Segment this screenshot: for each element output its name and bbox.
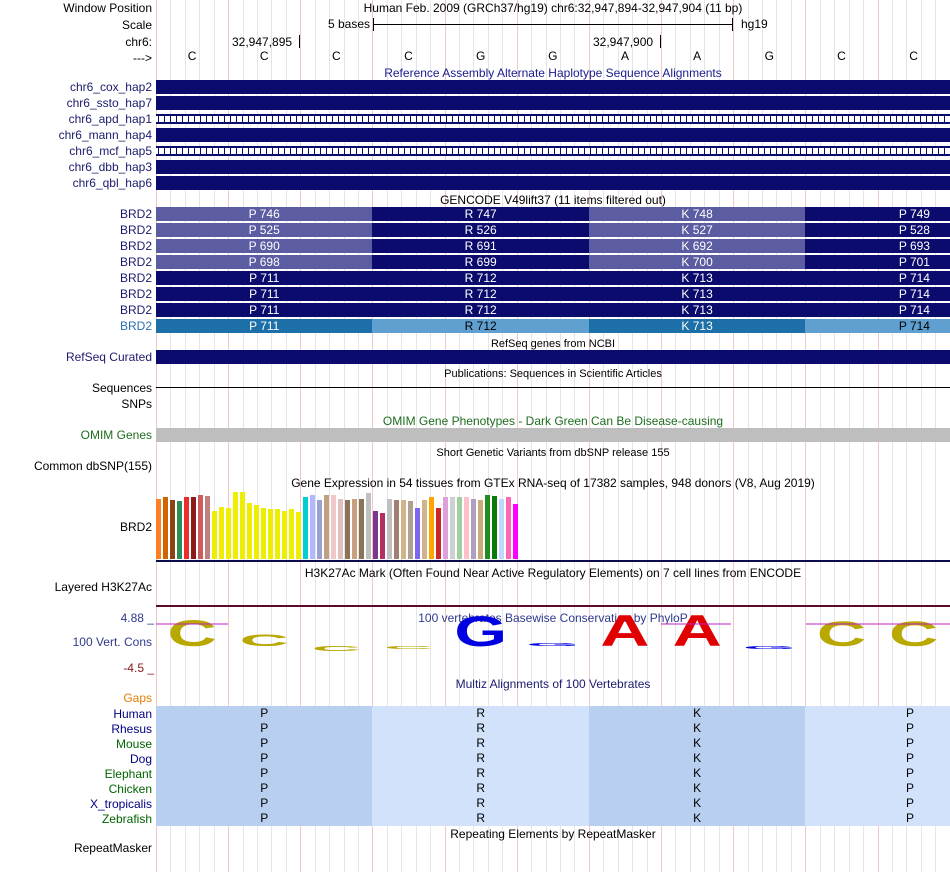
gencode-gene-label[interactable]: BRD2 bbox=[119, 271, 152, 285]
gtex-tissue-bar[interactable] bbox=[394, 500, 399, 559]
position-label-2: 32,947,900 bbox=[593, 35, 654, 49]
alignment-cell[interactable]: R bbox=[372, 736, 588, 751]
gencode-title: GENCODE V49lift37 (11 items filtered out) bbox=[440, 193, 666, 207]
phylop-letter: G bbox=[454, 614, 508, 655]
haplotype-label[interactable]: chr6_cox_hap2 bbox=[69, 80, 152, 94]
codon-cell[interactable]: K 527 bbox=[589, 223, 805, 237]
gtex-tissue-bar[interactable] bbox=[247, 503, 252, 559]
base-sequence bbox=[156, 49, 950, 64]
alignment-cell[interactable]: K bbox=[589, 721, 805, 736]
alignment-cell[interactable]: P bbox=[156, 751, 372, 766]
refseq-title: RefSeq genes from NCBI bbox=[490, 338, 616, 350]
codon-cell[interactable]: R 526 bbox=[372, 223, 588, 237]
dbsnp-title: Short Genetic Variants from dbSNP release 155 bbox=[436, 447, 670, 459]
alignment-cell[interactable]: K bbox=[589, 796, 805, 811]
base-letter: C bbox=[332, 49, 341, 63]
codon-cell[interactable]: P 693 bbox=[805, 239, 950, 253]
gtex-tissue-bar[interactable] bbox=[205, 496, 210, 559]
scale-text: 5 bases bbox=[327, 17, 370, 31]
scale-bar-left-tick bbox=[373, 18, 374, 31]
base-letter: G bbox=[764, 49, 774, 63]
haplotype-label[interactable]: chr6_mann_hap4 bbox=[58, 128, 152, 142]
gtex-tissue-bar[interactable] bbox=[415, 508, 420, 559]
gtex-tissue-bar[interactable] bbox=[240, 492, 245, 559]
snps-label[interactable]: SNPs bbox=[121, 397, 152, 411]
codon-cell[interactable]: P 714 bbox=[805, 287, 950, 301]
gtex-tissue-bar[interactable] bbox=[254, 505, 259, 559]
gtex-tissue-bar[interactable] bbox=[233, 492, 238, 559]
base-letter: C bbox=[259, 49, 269, 63]
alt-haplotypes-title: Reference Assembly Alternate Haplotype Sequence Alignments bbox=[384, 66, 722, 80]
window-position-value: Human Feb. 2009 (GRCh37/hg19) chr6:32,947,894-32,947,904 (11 bp) bbox=[363, 1, 743, 15]
repeatmasker-label[interactable]: RepeatMasker bbox=[73, 841, 152, 855]
h3k27ac-label[interactable]: Layered H3K27Ac bbox=[54, 580, 152, 594]
alignment-cell[interactable]: P bbox=[156, 766, 372, 781]
gtex-tissue-bar[interactable] bbox=[380, 513, 385, 559]
alignment-cell[interactable]: P bbox=[805, 781, 950, 796]
gtex-tissue-bar[interactable] bbox=[408, 501, 413, 559]
base-letter: G bbox=[475, 49, 486, 63]
alignment-cell[interactable]: R bbox=[372, 706, 588, 721]
codon-cell[interactable]: P 690 bbox=[156, 239, 372, 253]
codon-cell[interactable]: P 528 bbox=[805, 223, 950, 237]
gtex-tissue-bar[interactable] bbox=[345, 500, 350, 559]
codon-cell[interactable]: P 746 bbox=[156, 207, 372, 221]
gtex-tissue-bar[interactable] bbox=[443, 497, 448, 559]
base-letter: C bbox=[909, 49, 918, 63]
gtex-tissue-bar[interactable] bbox=[212, 511, 217, 559]
alignment-cell[interactable]: P bbox=[156, 781, 372, 796]
gtex-tissue-bar[interactable] bbox=[310, 495, 315, 559]
alignment-cell[interactable]: P bbox=[805, 721, 950, 736]
codon-cell[interactable]: R 712 bbox=[372, 303, 588, 317]
phylop-letter: C bbox=[816, 614, 866, 654]
gtex-tissue-bar[interactable] bbox=[478, 500, 483, 559]
codon-cell[interactable]: K 700 bbox=[589, 255, 805, 269]
phylop-letter: A bbox=[600, 614, 650, 657]
phylop-ymin: -4.5 _ bbox=[123, 661, 154, 675]
codon-cell[interactable]: R 691 bbox=[372, 239, 588, 253]
gtex-tissue-bar[interactable] bbox=[289, 509, 294, 559]
scale-bar-right-tick bbox=[732, 18, 733, 31]
base-letter: G bbox=[548, 49, 558, 63]
sequences-line bbox=[156, 387, 950, 388]
gtex-tissue-bar[interactable] bbox=[464, 497, 469, 559]
gtex-tissue-bar[interactable] bbox=[513, 504, 518, 559]
gtex-tissue-bar[interactable] bbox=[331, 495, 336, 559]
gtex-tissue-bar[interactable] bbox=[156, 499, 161, 559]
gtex-tissue-bar[interactable] bbox=[499, 499, 504, 559]
gtex-tissue-bar[interactable] bbox=[275, 509, 280, 559]
gtex-tissue-bar[interactable] bbox=[450, 497, 455, 559]
codon-cell[interactable]: R 712 bbox=[372, 271, 588, 285]
alignment-cell[interactable]: R bbox=[372, 766, 588, 781]
gtex-tissue-bar[interactable] bbox=[226, 508, 231, 559]
gtex-tissue-bar[interactable] bbox=[282, 511, 287, 559]
gtex-tissue-bar[interactable] bbox=[352, 499, 357, 559]
position-label-1: 32,947,895 bbox=[232, 35, 293, 49]
gtex-tissue-bar[interactable] bbox=[373, 511, 378, 559]
gencode-gene-label[interactable]: BRD2 bbox=[119, 223, 152, 237]
alignment-cell[interactable]: P bbox=[805, 811, 950, 826]
window-position-label: Window Position bbox=[63, 1, 152, 15]
position-tick-2 bbox=[660, 35, 661, 48]
codon-cell[interactable]: P 749 bbox=[805, 207, 950, 221]
gtex-tissue-bar[interactable] bbox=[198, 495, 203, 559]
alignment-cell[interactable]: K bbox=[589, 781, 805, 796]
haplotype-bar[interactable] bbox=[156, 146, 950, 156]
codon-cell[interactable]: P 525 bbox=[156, 223, 372, 237]
base-letter: A bbox=[620, 49, 629, 63]
alignment-cell[interactable]: R bbox=[372, 811, 588, 826]
alignment-cell[interactable]: K bbox=[589, 706, 805, 721]
gencode-gene-label[interactable]: BRD2 bbox=[119, 303, 152, 317]
phylop-letter: C bbox=[889, 614, 939, 654]
haplotype-bar[interactable] bbox=[156, 80, 950, 94]
species-label[interactable]: Mouse bbox=[115, 737, 152, 751]
gtex-tissue-bar[interactable] bbox=[429, 497, 434, 559]
codon-cell[interactable]: K 748 bbox=[589, 207, 805, 221]
haplotype-bar[interactable] bbox=[156, 160, 950, 174]
alignment-cell[interactable]: K bbox=[589, 766, 805, 781]
alignment-cell[interactable]: K bbox=[589, 751, 805, 766]
gtex-tissue-bar[interactable] bbox=[177, 501, 182, 559]
phylop-letter: C bbox=[311, 644, 361, 653]
phylop-letter: C bbox=[167, 614, 217, 655]
gtex-tissue-bar[interactable] bbox=[471, 499, 476, 559]
position-tick-1 bbox=[299, 35, 300, 48]
haplotype-label[interactable]: chr6_dbb_hap3 bbox=[68, 160, 152, 174]
alignment-cell[interactable]: P bbox=[805, 736, 950, 751]
dbsnp-label[interactable]: Common dbSNP(155) bbox=[33, 459, 152, 473]
base-letter: A bbox=[693, 49, 702, 63]
alignment-cell[interactable]: P bbox=[805, 706, 950, 721]
gtex-tissue-bar[interactable] bbox=[184, 497, 189, 559]
codon-cell[interactable]: P 711 bbox=[156, 271, 372, 285]
alignment-cell[interactable]: P bbox=[156, 721, 372, 736]
scale-bar bbox=[373, 24, 732, 25]
gtex-tissue-bar[interactable] bbox=[163, 497, 168, 559]
multiz-title: Multiz Alignments of 100 Vertebrates bbox=[455, 677, 651, 691]
gtex-tissue-bar[interactable] bbox=[401, 500, 406, 559]
gtex-tissue-bar[interactable] bbox=[506, 497, 511, 559]
haplotype-label[interactable]: chr6_qbl_hap6 bbox=[72, 176, 152, 190]
codon-cell[interactable]: P 698 bbox=[156, 255, 372, 269]
codon-cell[interactable]: K 713 bbox=[589, 287, 805, 301]
species-label[interactable]: Zebrafish bbox=[101, 812, 152, 826]
gtex-bar-chart[interactable] bbox=[156, 492, 536, 559]
codon-cell[interactable]: K 713 bbox=[589, 271, 805, 285]
chromosome-label: chr6: bbox=[125, 35, 152, 49]
omim-title: OMIM Gene Phenotypes - Dark Green Can Be Disease-causing bbox=[382, 414, 724, 428]
alignment-cell[interactable]: P bbox=[805, 751, 950, 766]
gencode-gene-label[interactable]: BRD2 bbox=[119, 207, 152, 221]
alignment-cell[interactable]: R bbox=[372, 751, 588, 766]
gtex-tissue-bar[interactable] bbox=[338, 499, 343, 559]
gtex-tissue-bar[interactable] bbox=[303, 497, 308, 559]
alignment-cell[interactable]: P bbox=[156, 736, 372, 751]
phylop-letter: G bbox=[526, 642, 580, 647]
base-letter: C bbox=[404, 49, 413, 63]
phylop-letter: C bbox=[239, 631, 289, 650]
gtex-tissue-bar[interactable] bbox=[170, 500, 175, 559]
haplotype-label[interactable]: chr6_mcf_hap5 bbox=[69, 144, 152, 158]
gtex-tissue-bar[interactable] bbox=[366, 493, 371, 559]
refseq-gene-bar[interactable] bbox=[156, 350, 950, 364]
phylop-letter: G bbox=[742, 645, 796, 650]
base-letter: C bbox=[187, 49, 197, 63]
gtex-tissue-bar[interactable] bbox=[359, 499, 364, 559]
gencode-gene-label[interactable]: BRD2 bbox=[119, 255, 152, 269]
species-label[interactable]: Rhesus bbox=[111, 722, 152, 736]
codon-cell[interactable]: P 714 bbox=[805, 303, 950, 317]
alignment-cell[interactable]: K bbox=[589, 736, 805, 751]
haplotype-label[interactable]: chr6_ssto_hap7 bbox=[66, 96, 152, 110]
codon-cell[interactable]: R 712 bbox=[372, 319, 588, 333]
gtex-tissue-bar[interactable] bbox=[261, 508, 266, 559]
gtex-tissue-bar[interactable] bbox=[492, 496, 497, 559]
gtex-tissue-bar[interactable] bbox=[219, 507, 224, 559]
haplotype-bar[interactable] bbox=[156, 176, 950, 190]
gtex-gene-label[interactable]: BRD2 bbox=[119, 520, 152, 534]
species-label[interactable]: Chicken bbox=[108, 782, 152, 796]
repeatmasker-title: Repeating Elements by RepeatMasker bbox=[450, 827, 656, 841]
gencode-gene-label[interactable]: BRD2 bbox=[119, 319, 152, 333]
species-label[interactable]: Elephant bbox=[104, 767, 152, 781]
codon-cell[interactable]: R 712 bbox=[372, 287, 588, 301]
codon-cell[interactable]: P 711 bbox=[156, 319, 372, 333]
alignment-cell[interactable]: P bbox=[805, 796, 950, 811]
codon-cell[interactable]: P 711 bbox=[156, 287, 372, 301]
scale-label: Scale bbox=[121, 18, 152, 32]
species-label[interactable]: X_tropicalis bbox=[89, 797, 152, 811]
gtex-tissue-bar[interactable] bbox=[422, 500, 427, 559]
base-letter: C bbox=[837, 49, 846, 63]
omim-genes-label[interactable]: OMIM Genes bbox=[80, 428, 152, 442]
alignment-cell[interactable]: P bbox=[805, 766, 950, 781]
gtex-tissue-bar[interactable] bbox=[324, 495, 329, 559]
strand-label: ---> bbox=[133, 51, 152, 65]
gtex-tissue-bar[interactable] bbox=[191, 497, 196, 559]
haplotype-label[interactable]: chr6_apd_hap1 bbox=[68, 112, 152, 126]
gtex-title: Gene Expression in 54 tissues from GTEx RNA-seq of 17382 samples, 948 donors (V8, Aug 2019) bbox=[291, 476, 815, 490]
alignment-cell[interactable]: P bbox=[156, 796, 372, 811]
h3k27ac-baseline bbox=[156, 605, 950, 607]
codon-cell[interactable]: K 692 bbox=[589, 239, 805, 253]
gtex-tissue-bar[interactable] bbox=[268, 509, 273, 559]
gtex-tissue-bar[interactable] bbox=[387, 499, 392, 559]
gaps-label[interactable]: Gaps bbox=[123, 691, 152, 705]
codon-cell[interactable]: P 714 bbox=[805, 271, 950, 285]
refseq-curated-label[interactable]: RefSeq Curated bbox=[65, 350, 152, 364]
gtex-tissue-bar[interactable] bbox=[296, 512, 301, 559]
phylop-letter: C bbox=[383, 645, 434, 650]
gtex-tissue-bar[interactable] bbox=[317, 500, 322, 559]
haplotype-bar[interactable] bbox=[156, 114, 950, 124]
phylop-title: 100 vertebrates Basewise Conservation by PhyloP bbox=[418, 611, 688, 625]
gencode-gene-label[interactable]: BRD2 bbox=[119, 287, 152, 301]
gtex-divider bbox=[156, 560, 950, 562]
gtex-tissue-bar[interactable] bbox=[457, 497, 462, 559]
sequences-label[interactable]: Sequences bbox=[91, 381, 152, 395]
codon-cell[interactable]: R 699 bbox=[372, 255, 588, 269]
codon-cell[interactable]: P 714 bbox=[805, 319, 950, 333]
codon-cell[interactable]: K 713 bbox=[589, 303, 805, 317]
species-label[interactable]: Dog bbox=[129, 752, 152, 766]
alignment-cell[interactable]: R bbox=[372, 721, 588, 736]
codon-cell[interactable]: R 747 bbox=[372, 207, 588, 221]
alignment-cell[interactable]: K bbox=[589, 811, 805, 826]
gencode-gene-label[interactable]: BRD2 bbox=[119, 239, 152, 253]
gtex-tissue-bar[interactable] bbox=[436, 508, 441, 559]
alignment-cell[interactable]: R bbox=[372, 796, 588, 811]
phylop-letter: A bbox=[672, 614, 722, 657]
codon-cell[interactable]: P 711 bbox=[156, 303, 372, 317]
gtex-tissue-bar[interactable] bbox=[485, 495, 490, 559]
phylop-logo[interactable] bbox=[156, 614, 950, 676]
phylop-label[interactable]: 100 Vert. Cons bbox=[72, 635, 152, 649]
h3k27ac-title: H3K27Ac Mark (Often Found Near Active Regulatory Elements) on 7 cell lines from ENCODE bbox=[304, 566, 802, 580]
publications-title: Publications: Sequences in Scientific Articles bbox=[444, 368, 662, 380]
omim-gene-bar[interactable] bbox=[156, 428, 950, 442]
haplotype-bar[interactable] bbox=[156, 96, 950, 110]
assembly-name: hg19 bbox=[741, 17, 768, 31]
alignment-cell[interactable]: P bbox=[156, 811, 372, 826]
phylop-ymax: 4.88 _ bbox=[120, 611, 154, 625]
haplotype-bar[interactable] bbox=[156, 128, 950, 142]
alignment-cell[interactable]: R bbox=[372, 781, 588, 796]
species-label[interactable]: Human bbox=[113, 707, 152, 721]
codon-cell[interactable]: K 713 bbox=[589, 319, 805, 333]
alignment-cell[interactable]: P bbox=[156, 706, 372, 721]
codon-cell[interactable]: P 701 bbox=[805, 255, 950, 269]
